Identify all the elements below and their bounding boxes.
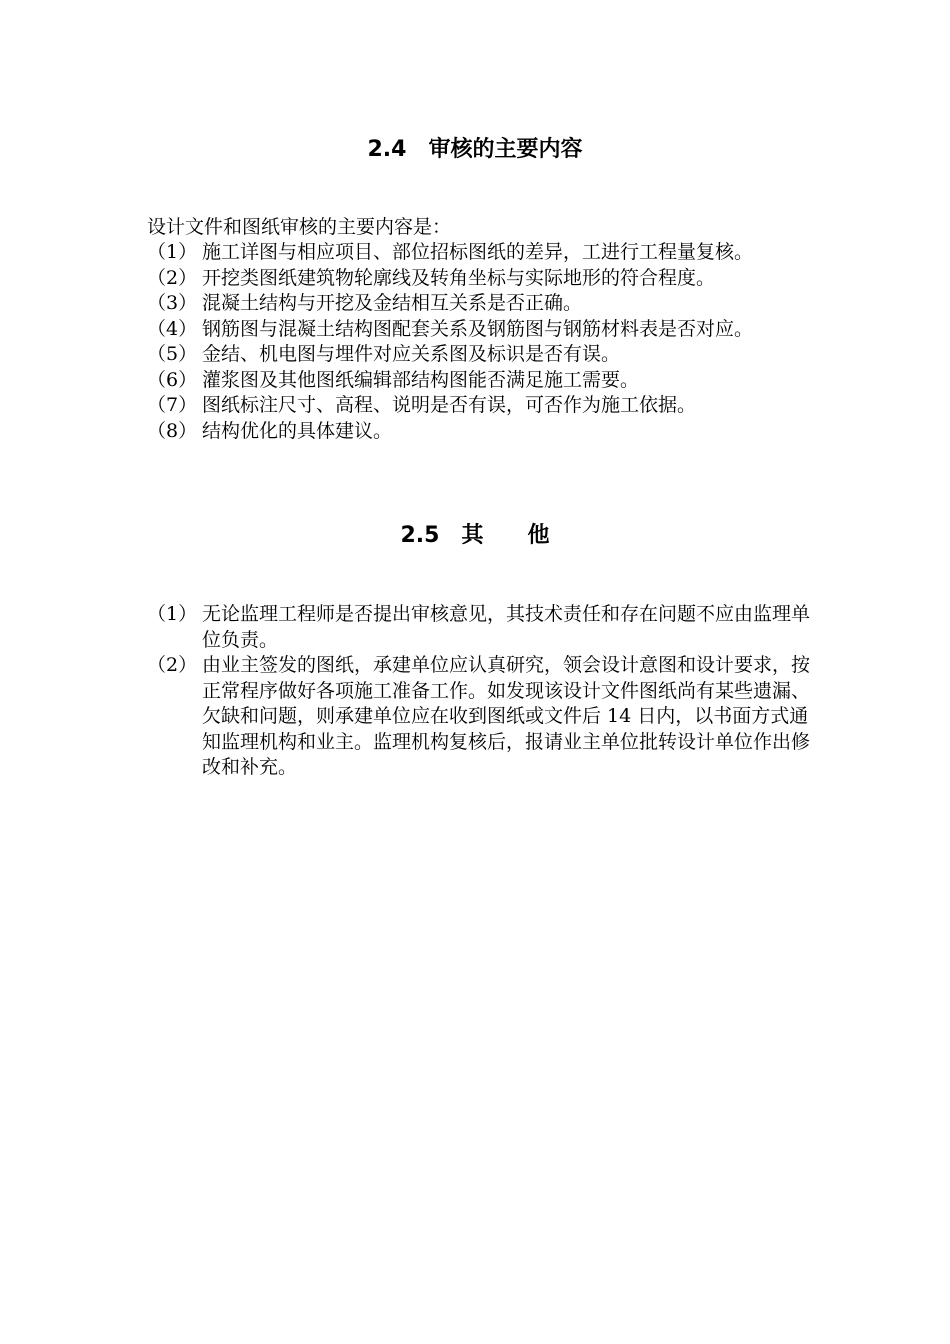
section-heading-2-4 bbox=[0, 135, 950, 165]
item-text: 灌浆图及其他图纸编辑部结构图能否满足施工需要。 bbox=[202, 368, 640, 391]
item-marker: （5） bbox=[147, 343, 198, 365]
item-marker: （6） bbox=[147, 368, 198, 391]
item-text: 图纸标注尺寸、高程、说明是否有误，可否作为施工依据。 bbox=[202, 394, 697, 416]
section-number: 2.4 bbox=[367, 137, 407, 162]
item-marker: （2） bbox=[147, 654, 198, 676]
item-marker: （2） bbox=[147, 266, 198, 289]
list-item bbox=[147, 317, 817, 343]
item-text: 钢筋图与混凝土结构图配套关系及钢筋图与钢筋材料表是否对应。 bbox=[202, 317, 754, 340]
item-marker: （3） bbox=[147, 292, 198, 314]
list-item bbox=[147, 653, 817, 781]
list-item bbox=[147, 419, 817, 445]
review-items-list bbox=[147, 240, 817, 444]
other-items-list bbox=[147, 602, 817, 781]
section-intro: 设计文件和图纸审核的主要内容是： bbox=[147, 216, 452, 238]
section-heading-2-5 bbox=[0, 521, 950, 551]
item-marker: （1） bbox=[147, 241, 198, 263]
item-text: 由业主签发的图纸，承建单位应认真研究，领会设计意图和设计要求，按正常程序做好各项施工准备工作。如发现该设计文件图纸尚有某些遗漏、欠缺和问题，则承建单位应在收到图纸或文件后 14 日内，以书面方式通知监理机构和业主。监理机构复核后，报请业主单位批转设计单位作出修改和补充。 bbox=[202, 654, 811, 778]
list-item bbox=[147, 393, 817, 419]
item-text: 开挖类图纸建筑物轮廓线及转角坐标与实际地形的符合程度。 bbox=[202, 266, 716, 289]
section-title: 其 他 bbox=[461, 523, 550, 548]
list-item bbox=[147, 342, 817, 368]
list-item bbox=[147, 240, 817, 266]
list-item bbox=[147, 291, 817, 317]
item-text: 无论监理工程师是否提出审核意见，其技术责任和存在问题不应由监理单位负责。 bbox=[202, 603, 811, 651]
item-text: 施工详图与相应项目、部位招标图纸的差异，工进行工程量复核。 bbox=[202, 241, 754, 263]
item-text: 金结、机电图与埋件对应关系图及标识是否有误。 bbox=[202, 343, 621, 365]
list-item bbox=[147, 266, 817, 292]
section-title: 审核的主要内容 bbox=[428, 137, 583, 162]
item-marker: （8） bbox=[147, 419, 198, 442]
item-marker: （4） bbox=[147, 317, 198, 340]
item-text: 混凝土结构与开挖及金结相互关系是否正确。 bbox=[202, 292, 583, 314]
section-number: 2.5 bbox=[400, 523, 440, 548]
item-marker: （1） bbox=[147, 603, 198, 625]
item-text: 结构优化的具体建议。 bbox=[202, 419, 393, 442]
list-item bbox=[147, 602, 817, 653]
item-marker: （7） bbox=[147, 394, 198, 416]
list-item bbox=[147, 368, 817, 394]
